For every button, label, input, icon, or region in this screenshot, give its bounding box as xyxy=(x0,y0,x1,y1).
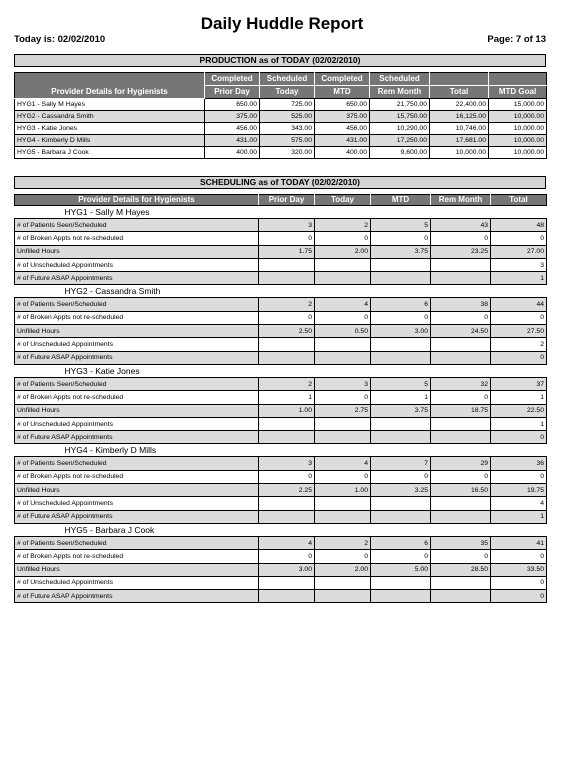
metric-value-cell xyxy=(371,272,431,285)
metric-value-cell xyxy=(259,497,315,510)
metric-value-cell: 44 xyxy=(491,298,547,311)
metric-value-cell: 0 xyxy=(371,470,431,483)
production-header-top-cell xyxy=(430,73,489,86)
scheduling-table xyxy=(14,194,547,603)
metric-value-cell: 2.00 xyxy=(315,563,371,576)
metric-value-cell xyxy=(371,338,431,351)
production-value-cell: 456.00 xyxy=(205,123,260,135)
metric-label-cell: # of Patients Seen/Scheduled xyxy=(15,219,259,232)
metric-value-cell xyxy=(315,431,371,444)
production-value-cell: 375.00 xyxy=(205,111,260,123)
metric-value-cell xyxy=(371,431,431,444)
metric-value-cell xyxy=(371,510,431,523)
metric-value-cell xyxy=(259,272,315,285)
scheduling-row xyxy=(15,431,547,444)
production-value-cell: 650.00 xyxy=(205,99,260,111)
scheduling-row xyxy=(15,232,547,245)
metric-label-cell: # of Broken Appts not re-scheduled xyxy=(15,232,259,245)
metric-value-cell xyxy=(259,258,315,271)
production-header-provider: Provider Details for Hygienists xyxy=(15,73,205,99)
metric-value-cell: 3 xyxy=(259,219,315,232)
metric-value-cell xyxy=(259,338,315,351)
metric-label-cell: # of Future ASAP Appointments xyxy=(15,431,259,444)
production-section-title: PRODUCTION as of TODAY (02/02/2010) xyxy=(14,54,546,67)
production-header-cell: Total xyxy=(430,86,489,99)
metric-value-cell: 32 xyxy=(431,377,491,390)
metric-value-cell: 48 xyxy=(491,219,547,232)
metric-value-cell: 4 xyxy=(315,457,371,470)
today-date-label: Today is: 02/02/2010 xyxy=(14,34,106,45)
provider-name-cell: HYG2 - Cassandra Smith xyxy=(15,111,205,123)
production-value-cell: 575.00 xyxy=(260,135,315,147)
metric-value-cell: 0 xyxy=(371,550,431,563)
metric-value-cell: 0 xyxy=(491,232,547,245)
metric-label-cell: # of Broken Appts not re-scheduled xyxy=(15,550,259,563)
metric-value-cell xyxy=(431,576,491,589)
metric-value-cell: 4 xyxy=(491,497,547,510)
production-header-cell: MTD xyxy=(315,86,370,99)
metric-value-cell: 27.50 xyxy=(491,325,547,338)
metric-value-cell: 0 xyxy=(431,550,491,563)
metric-value-cell xyxy=(315,272,371,285)
metric-label-cell: # of Broken Appts not re-scheduled xyxy=(15,391,259,404)
scheduling-header-cell: Total xyxy=(491,195,547,206)
scheduling-header-cell: Today xyxy=(315,195,371,206)
scheduling-row xyxy=(15,470,547,483)
production-value-cell: 15,750.00 xyxy=(370,111,430,123)
scheduling-header-cell: Rem Month xyxy=(431,195,491,206)
production-value-cell: 10,000.00 xyxy=(430,147,489,159)
scheduling-row xyxy=(15,550,547,563)
provider-name-cell: HYG5 - Barbara J Cook xyxy=(15,147,205,159)
metric-label-cell: # of Unscheduled Appointments xyxy=(15,417,259,430)
metric-value-cell xyxy=(315,338,371,351)
scheduling-row xyxy=(15,391,547,404)
metric-value-cell: 2 xyxy=(315,219,371,232)
metric-value-cell: 1 xyxy=(491,272,547,285)
metric-value-cell: 27.00 xyxy=(491,245,547,258)
metric-value-cell: 1 xyxy=(371,391,431,404)
metric-value-cell: 41 xyxy=(491,536,547,549)
metric-label-cell: # of Unscheduled Appointments xyxy=(15,258,259,271)
metric-value-cell: 0 xyxy=(491,431,547,444)
production-value-cell: 343.00 xyxy=(260,123,315,135)
production-row xyxy=(15,147,547,159)
metric-value-cell xyxy=(315,258,371,271)
production-header-top-cell xyxy=(489,73,547,86)
metric-value-cell: 19.75 xyxy=(491,484,547,497)
metric-value-cell xyxy=(259,351,315,364)
metric-value-cell xyxy=(315,497,371,510)
metric-value-cell xyxy=(431,338,491,351)
metric-label-cell: # of Unscheduled Appointments xyxy=(15,338,259,351)
metric-value-cell xyxy=(315,351,371,364)
metric-label-cell: # of Patients Seen/Scheduled xyxy=(15,457,259,470)
metric-value-cell xyxy=(371,351,431,364)
metric-value-cell xyxy=(431,510,491,523)
metric-value-cell: 3.75 xyxy=(371,245,431,258)
metric-label-cell: # of Patients Seen/Scheduled xyxy=(15,536,259,549)
production-header-cell: MTD Goal xyxy=(489,86,547,99)
provider-group-header xyxy=(15,364,547,377)
metric-value-cell xyxy=(259,510,315,523)
metric-value-cell: 0 xyxy=(259,232,315,245)
metric-value-cell: 0 xyxy=(431,470,491,483)
metric-value-cell: 0 xyxy=(491,550,547,563)
metric-value-cell: 0 xyxy=(431,391,491,404)
production-row xyxy=(15,135,547,147)
production-value-cell: 21,750.00 xyxy=(370,99,430,111)
metric-value-cell xyxy=(259,431,315,444)
metric-value-cell xyxy=(431,351,491,364)
metric-label-cell: Unfilled Hours xyxy=(15,245,259,258)
metric-value-cell: 0 xyxy=(371,232,431,245)
scheduling-row xyxy=(15,484,547,497)
metric-value-cell: 22.50 xyxy=(491,404,547,417)
scheduling-row xyxy=(15,311,547,324)
metric-value-cell xyxy=(431,497,491,510)
metric-value-cell: 0 xyxy=(315,550,371,563)
provider-group-header xyxy=(15,523,547,536)
provider-group-name: HYG1 - Sally M Hayes xyxy=(64,207,150,217)
provider-group-header xyxy=(15,285,547,298)
provider-group-header xyxy=(15,444,547,457)
metric-value-cell: 0 xyxy=(315,311,371,324)
production-value-cell: 16,125.00 xyxy=(430,111,489,123)
metric-value-cell: 0 xyxy=(315,391,371,404)
metric-value-cell xyxy=(431,590,491,603)
production-value-cell: 10,746.00 xyxy=(430,123,489,135)
metric-value-cell: 5 xyxy=(371,219,431,232)
production-header-top-cell: Scheduled xyxy=(370,73,430,86)
metric-value-cell xyxy=(431,431,491,444)
production-value-cell: 525.00 xyxy=(260,111,315,123)
metric-value-cell: 3 xyxy=(259,457,315,470)
production-header-cell: Prior Day xyxy=(205,86,260,99)
metric-value-cell: 1 xyxy=(259,391,315,404)
metric-value-cell: 43 xyxy=(431,219,491,232)
metric-label-cell: # of Future ASAP Appointments xyxy=(15,510,259,523)
provider-group-name: HYG5 - Barbara J Cook xyxy=(64,524,155,535)
metric-label-cell: # of Patients Seen/Scheduled xyxy=(15,377,259,390)
metric-value-cell: 2 xyxy=(315,536,371,549)
production-value-cell: 431.00 xyxy=(205,135,260,147)
provider-name-cell: HYG3 - Katie Jones xyxy=(15,123,205,135)
production-value-cell: 17,681.00 xyxy=(430,135,489,147)
scheduling-header-row xyxy=(15,195,547,206)
scheduling-row xyxy=(15,258,547,271)
production-row xyxy=(15,123,547,135)
metric-value-cell: 4 xyxy=(259,536,315,549)
scheduling-row xyxy=(15,576,547,589)
production-value-cell: 9,600.00 xyxy=(370,147,430,159)
metric-value-cell: 1.75 xyxy=(259,245,315,258)
metric-value-cell xyxy=(431,417,491,430)
metric-value-cell: 1 xyxy=(491,510,547,523)
metric-value-cell: 0 xyxy=(491,470,547,483)
metric-value-cell: 3.25 xyxy=(371,484,431,497)
production-value-cell: 10,000.00 xyxy=(489,147,547,159)
production-value-cell: 10,000.00 xyxy=(489,111,547,123)
metric-value-cell: 37 xyxy=(491,377,547,390)
metric-value-cell xyxy=(315,417,371,430)
production-value-cell: 320.00 xyxy=(260,147,315,159)
metric-value-cell xyxy=(315,590,371,603)
metric-label-cell: # of Broken Appts not re-scheduled xyxy=(15,470,259,483)
metric-value-cell: 3.00 xyxy=(371,325,431,338)
production-value-cell: 10,000.00 xyxy=(489,135,547,147)
scheduling-row xyxy=(15,377,547,390)
production-value-cell: 10,290.00 xyxy=(370,123,430,135)
metric-value-cell xyxy=(259,576,315,589)
report-title: Daily Huddle Report xyxy=(200,14,364,33)
metric-label-cell: Unfilled Hours xyxy=(15,484,259,497)
metric-value-cell: 7 xyxy=(371,457,431,470)
scheduling-header-provider: Provider Details for Hygienists xyxy=(15,195,259,206)
metric-value-cell xyxy=(431,258,491,271)
production-row xyxy=(15,99,547,111)
metric-value-cell xyxy=(371,576,431,589)
metric-label-cell: Unfilled Hours xyxy=(15,325,259,338)
production-value-cell: 400.00 xyxy=(315,147,370,159)
provider-group-name: HYG2 - Cassandra Smith xyxy=(64,286,161,297)
metric-value-cell: 28.50 xyxy=(431,563,491,576)
provider-group-name: HYG4 - Kimberly D Mills xyxy=(64,445,157,456)
metric-value-cell: 0.50 xyxy=(315,325,371,338)
metric-value-cell: 3 xyxy=(491,258,547,271)
scheduling-row xyxy=(15,272,547,285)
metric-value-cell: 24.50 xyxy=(431,325,491,338)
scheduling-row xyxy=(15,404,547,417)
metric-value-cell: 16.50 xyxy=(431,484,491,497)
metric-value-cell: 2.75 xyxy=(315,404,371,417)
metric-value-cell xyxy=(371,417,431,430)
metric-label-cell: # of Future ASAP Appointments xyxy=(15,351,259,364)
metric-label-cell: # of Unscheduled Appointments xyxy=(15,497,259,510)
scheduling-row xyxy=(15,219,547,232)
metric-value-cell xyxy=(315,510,371,523)
production-value-cell: 375.00 xyxy=(315,111,370,123)
scheduling-row xyxy=(15,510,547,523)
metric-value-cell: 38 xyxy=(431,298,491,311)
scheduling-row xyxy=(15,590,547,603)
metric-value-cell: 0 xyxy=(491,576,547,589)
metric-value-cell: 2.50 xyxy=(259,325,315,338)
metric-value-cell xyxy=(371,258,431,271)
metric-value-cell: 6 xyxy=(371,298,431,311)
production-value-cell: 650.00 xyxy=(315,99,370,111)
production-value-cell: 725.00 xyxy=(260,99,315,111)
scheduling-row xyxy=(15,325,547,338)
production-value-cell: 15,000.00 xyxy=(489,99,547,111)
metric-value-cell xyxy=(259,417,315,430)
metric-value-cell: 0 xyxy=(259,311,315,324)
provider-name-cell: HYG1 - Sally M Hayes xyxy=(15,99,205,111)
scheduling-row xyxy=(15,245,547,258)
metric-label-cell: # of Future ASAP Appointments xyxy=(15,590,259,603)
metric-value-cell xyxy=(259,590,315,603)
metric-value-cell: 1.00 xyxy=(315,484,371,497)
page-number-label: Page: 7 of 13 xyxy=(487,34,546,45)
metric-value-cell: 1.00 xyxy=(259,404,315,417)
metric-value-cell: 35 xyxy=(431,536,491,549)
metric-value-cell: 0 xyxy=(431,311,491,324)
metric-label-cell: # of Future ASAP Appointments xyxy=(15,272,259,285)
metric-value-cell: 6 xyxy=(371,536,431,549)
metric-value-cell: 3.00 xyxy=(259,563,315,576)
metric-value-cell: 0 xyxy=(371,311,431,324)
scheduling-section-title: SCHEDULING as of TODAY (02/02/2010) xyxy=(14,176,546,189)
production-value-cell: 431.00 xyxy=(315,135,370,147)
scheduling-row xyxy=(15,417,547,430)
scheduling-row xyxy=(15,338,547,351)
production-value-cell: 22,400.00 xyxy=(430,99,489,111)
metric-value-cell: 2.25 xyxy=(259,484,315,497)
metric-value-cell xyxy=(371,497,431,510)
provider-group-header xyxy=(15,206,547,219)
metric-value-cell: 36 xyxy=(491,457,547,470)
metric-value-cell: 0 xyxy=(259,470,315,483)
production-row xyxy=(15,111,547,123)
production-header-row-top xyxy=(15,73,547,86)
metric-value-cell: 33.50 xyxy=(491,563,547,576)
scheduling-row xyxy=(15,497,547,510)
metric-value-cell: 2.00 xyxy=(315,245,371,258)
metric-value-cell: 2 xyxy=(491,338,547,351)
metric-value-cell: 2 xyxy=(259,298,315,311)
metric-value-cell: 1 xyxy=(491,417,547,430)
metric-value-cell: 0 xyxy=(315,470,371,483)
metric-label-cell: # of Broken Appts not re-scheduled xyxy=(15,311,259,324)
metric-label-cell: # of Patients Seen/Scheduled xyxy=(15,298,259,311)
metric-value-cell: 5.00 xyxy=(371,563,431,576)
metric-value-cell: 0 xyxy=(315,232,371,245)
metric-value-cell: 0 xyxy=(491,311,547,324)
production-header-cell: Today xyxy=(260,86,315,99)
metric-value-cell: 0 xyxy=(431,232,491,245)
scheduling-row xyxy=(15,563,547,576)
production-value-cell: 456.00 xyxy=(315,123,370,135)
production-value-cell: 400.00 xyxy=(205,147,260,159)
metric-value-cell: 1 xyxy=(491,391,547,404)
metric-value-cell: 4 xyxy=(315,298,371,311)
production-value-cell: 10,000.00 xyxy=(489,123,547,135)
metric-label-cell: # of Unscheduled Appointments xyxy=(15,576,259,589)
metric-value-cell: 0 xyxy=(491,590,547,603)
provider-name-cell: HYG4 - Kimberly D Mills xyxy=(15,135,205,147)
production-header-top-cell: Completed xyxy=(315,73,370,86)
scheduling-row xyxy=(15,536,547,549)
production-value-cell: 17,250.00 xyxy=(370,135,430,147)
scheduling-row xyxy=(15,457,547,470)
scheduling-header-cell: MTD xyxy=(371,195,431,206)
production-header-cell: Rem Month xyxy=(370,86,430,99)
metric-value-cell: 5 xyxy=(371,377,431,390)
production-table xyxy=(14,72,547,159)
provider-group-name: HYG3 - Katie Jones xyxy=(64,365,140,376)
metric-value-cell: 23.25 xyxy=(431,245,491,258)
scheduling-row xyxy=(15,298,547,311)
metric-value-cell: 29 xyxy=(431,457,491,470)
scheduling-row xyxy=(15,351,547,364)
production-header-top-cell: Completed xyxy=(205,73,260,86)
metric-value-cell: 3.75 xyxy=(371,404,431,417)
metric-value-cell: 0 xyxy=(259,550,315,563)
metric-value-cell xyxy=(431,272,491,285)
scheduling-header-cell: Prior Day xyxy=(259,195,315,206)
metric-value-cell: 18.75 xyxy=(431,404,491,417)
metric-value-cell: 0 xyxy=(491,351,547,364)
metric-value-cell xyxy=(315,576,371,589)
production-header-top-cell: Scheduled xyxy=(260,73,315,86)
metric-label-cell: Unfilled Hours xyxy=(15,404,259,417)
metric-value-cell: 2 xyxy=(259,377,315,390)
metric-label-cell: Unfilled Hours xyxy=(15,563,259,576)
metric-value-cell xyxy=(371,590,431,603)
metric-value-cell: 3 xyxy=(315,377,371,390)
